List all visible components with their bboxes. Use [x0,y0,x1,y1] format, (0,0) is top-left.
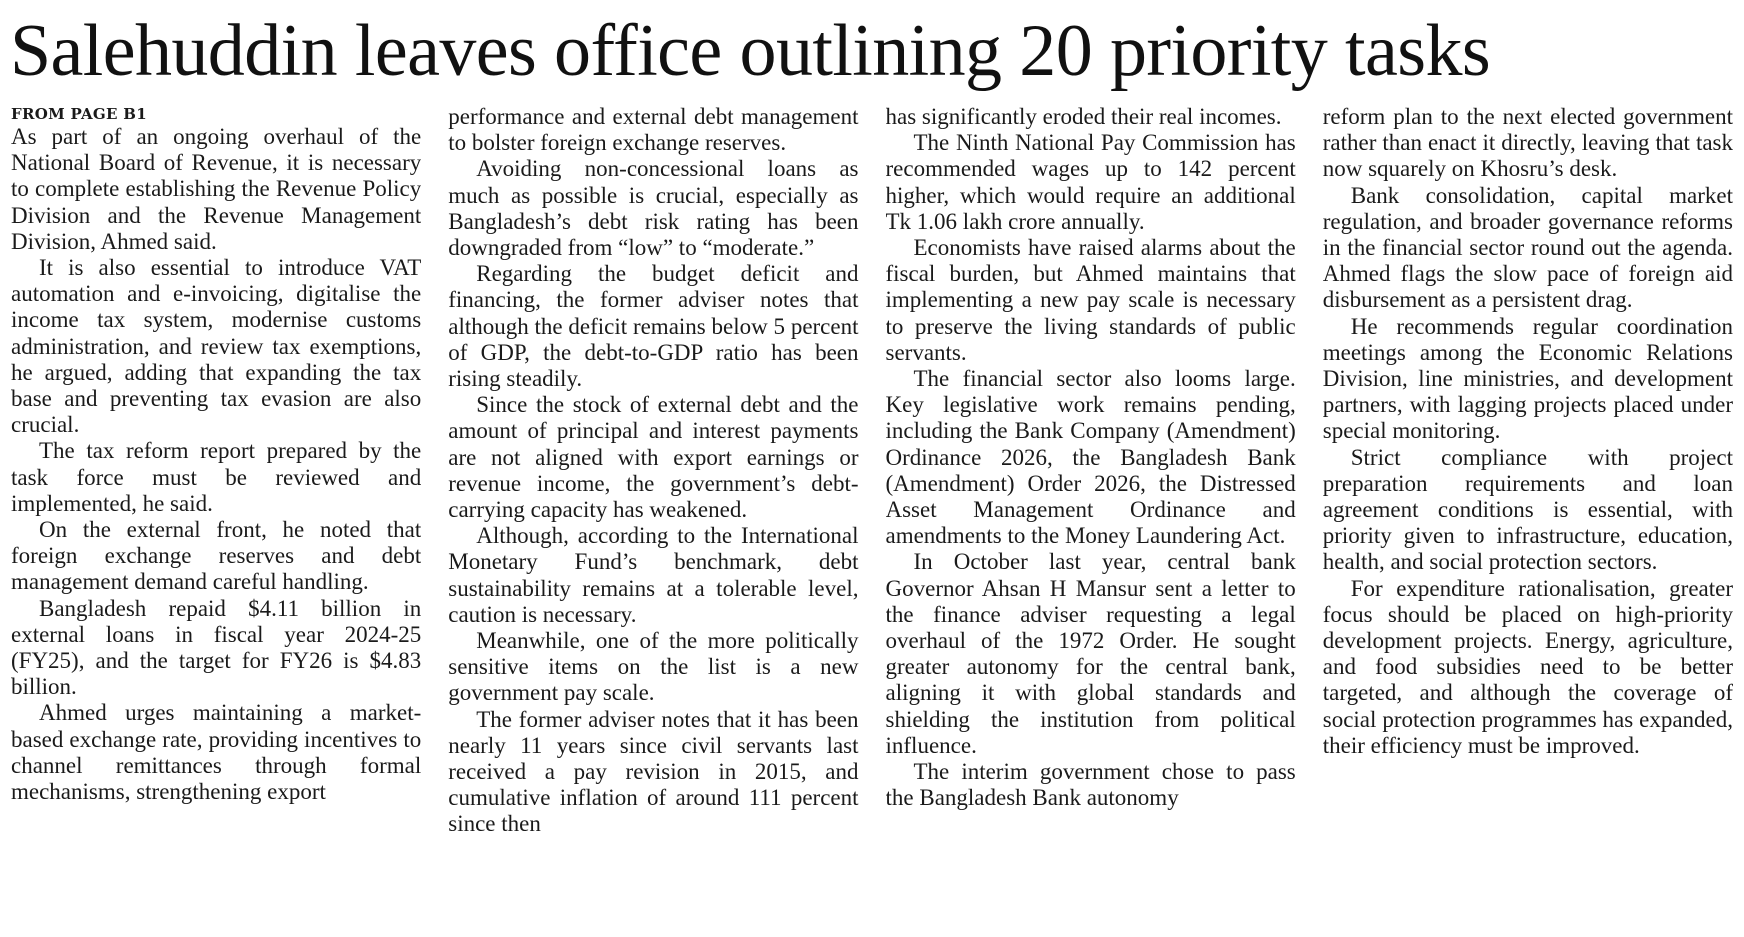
paragraph: Bangladesh repaid $4.11 billion in external loans in fiscal year 2024-25 (FY25), and the target for FY26 is $4.83 billion. [11,595,422,700]
paragraph: Since the stock of external debt and the amount of principal and interest payments are not aligned with export earnings or revenue income, the government’s debt-carrying capacity has weakened. [448,392,859,523]
paragraph: He recommends regular coordination meetings among the Economic Relations Division, line ministries, and development partners, with lagging projects placed under special monitoring. [1322,313,1733,444]
paragraph: Avoiding non-concessional loans as much as possible is crucial, especially as Bangladesh’s debt risk rating has been downgraded from “low” to “moderate.” [448,156,859,261]
paragraph: It is also essential to introduce VAT automation and e-invoicing, digitalise the income tax system, modernise customs administration, and review tax exemptions, he argued, adding that expanding the tax base and preventing tax evasion are also crucial. [11,255,422,438]
paragraph: Ahmed urges maintaining a market-based exchange rate, providing incentives to channel remittances through formal mechanisms, strengthening export [11,700,422,805]
paragraph: The Ninth National Pay Commission has recommended wages up to 142 percent higher, which would require an additional Tk 1.06 lakh crore annually. [885,130,1296,234]
paragraph: The tax reform report prepared by the task force must be reviewed and implemented, he said. [11,438,422,516]
paragraph: Meanwhile, one of the more politically sensitive items on the list is a new government pay scale. [448,628,859,706]
article-body [11,104,1733,926]
column-2 [448,104,858,926]
jump-line: FROM PAGE B1 [11,105,148,123]
paragraph: The interim government chose to pass the Bangladesh Bank autonomy [885,759,1296,811]
paragraph: Bank consolidation, capital market regulation, and broader governance reforms in the financial sector round out the agenda. Ahmed flags the slow pace of foreign aid disbursement as a persistent drag. [1322,182,1733,313]
paragraph: On the external front, he noted that foreign exchange reserves and debt management demand careful handling. [11,517,422,595]
column-3 [886,104,1296,926]
headline: Salehuddin leaves office outlining 20 priority tasks [10,10,1491,92]
paragraph: has significantly eroded their real incomes. [885,104,1282,129]
paragraph: Regarding the budget deficit and financing, the former adviser notes that although the deficit remains below 5 percent of GDP, the debt-to-GDP ratio has been rising steadily. [448,261,859,392]
paragraph: As part of an ongoing overhaul of the National Board of Revenue, it is necessary to complete establishing the Revenue Policy Division and the Revenue Management Division, Ahmed said. [11,124,422,254]
column-4 [1323,104,1733,926]
paragraph: performance and external debt management to bolster foreign exchange reserves. [448,104,859,156]
column-1 [11,104,421,926]
paragraph: For expenditure rationalisation, greater focus should be placed on high-priority development projects. Energy, agriculture, and food subsidies need to be better targeted, and although the coverage of social protection programmes has expanded, their efficiency must be improved. [1322,575,1733,758]
paragraph: Economists have raised alarms about the fiscal burden, but Ahmed maintains that implementing a new pay scale is necessary to preserve the living standards of public servants. [885,235,1296,365]
paragraph: In October last year, central bank Governor Ahsan H Mansur sent a letter to the finance adviser requesting a legal overhaul of the 1972 Order. He sought greater autonomy for the central bank, aligning it with global standards and shielding the institution from political influence. [885,549,1296,758]
paragraph: Strict compliance with project preparation requirements and loan agreement conditions is essential, with priority given to infrastructure, education, health, and social protection sectors. [1322,444,1733,575]
paragraph: reform plan to the next elected government rather than enact it directly, leaving that task now squarely on Khosru’s desk. [1322,104,1733,182]
paragraph: The financial sector also looms large. Key legislative work remains pending, including the Bank Company (Amendment) Ordinance 2026, the Bangladesh Bank (Amendment) Order 2026, the Distressed Asset Management Ordinance and amendments to the Money Laundering Act. [885,366,1296,549]
paragraph: Although, according to the International Monetary Fund’s benchmark, debt sustainability remains at a tolerable level, caution is necessary. [448,523,859,627]
paragraph: The former adviser notes that it has been nearly 11 years since civil servants last received a pay revision in 2015, and cumulative inflation of around 111 percent since then [448,706,859,837]
